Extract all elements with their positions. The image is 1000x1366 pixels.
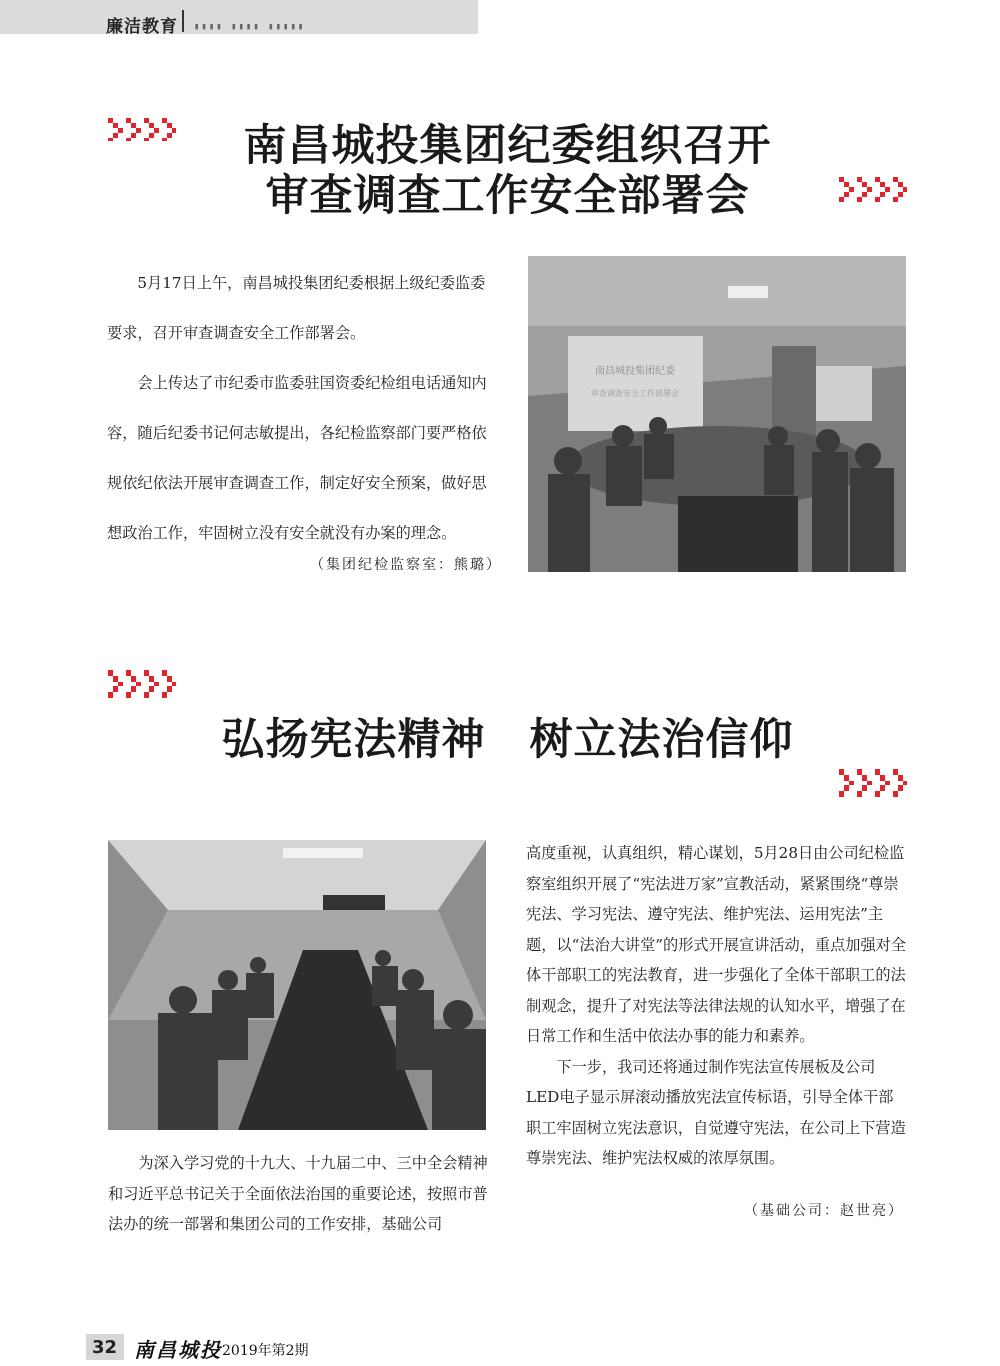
magazine-name: 南昌城投 [134, 1338, 222, 1362]
article1-title-line1: 南昌城投集团纪委组织召开 [243, 121, 772, 171]
meeting-photo [528, 256, 906, 572]
chevron-arrows-icon [106, 668, 176, 698]
article2-signature: （基础公司：赵世亮） [744, 1203, 904, 1219]
article1-signature: （集团纪检监察室：熊璐） [310, 557, 502, 573]
lecture-photo [108, 840, 486, 1130]
article2-title: 弘扬宪法精神 树立法治信仰 [221, 715, 794, 765]
article2-left-body [108, 1148, 488, 1240]
screen-text: 审查调查安全工作部署会 [591, 389, 679, 398]
chevron-arrows-icon [837, 767, 907, 797]
screen-text: 南昌城投集团纪委 [595, 366, 675, 377]
article2-right-body [526, 838, 908, 1174]
page-number: 32 [92, 1337, 118, 1358]
article1-paragraph: 会上传达了市纪委市监委驻国资委纪检组电话通知内容，随后纪委书记何志敏提出，各纪检监察部门要严格依规依纪依法开展审查调查工作，制定好安全预案，做好思想政治工作，牢固树立没有安全就没有办案的理念。 [107, 374, 487, 542]
issue-label: 2019年第2期 [222, 1343, 309, 1359]
article2-paragraph: 为深入学习党的十九大、十九届二中、三中全会精神和习近平总书记关于全面依法治国的重要论述，按照市普法办的统一部署和集团公司的工作安排，基础公司 [108, 1154, 488, 1233]
section-divider [182, 10, 184, 32]
chevron-arrows-icon [106, 117, 176, 143]
chevron-arrows-icon [837, 176, 907, 202]
section-label: 廉洁教育 [106, 17, 178, 37]
article1-title-line2: 审查调查工作安全部署会 [265, 171, 750, 221]
article1-body [107, 258, 491, 558]
article1-paragraph: 5月17日上午，南昌城投集团纪委根据上级纪委监委要求，召开审查调查安全工作部署会。 [107, 274, 486, 342]
article2-paragraph: 高度重视，认真组织，精心谋划，5月28日由公司纪检监察室组织开展了“宪法进万家”宣教活动，紧紧围绕“尊崇宪法、学习宪法、遵守宪法、维护宪法、运用宪法”主题，以“法治大讲堂”的形式开展宣讲活动，重点加强对全体干部职工的宪法教育，进一步强化了全体干部职工的法制观念，提升了对宪法等法律法规的认知水平，增强了在日常工作和生活中依法办事的能力和素养。 [526, 844, 907, 1045]
article2-paragraph: 下一步，我司还将通过制作宪法宣传展板及公司LED电子显示屏滚动播放宪法宣传标语，引导全体干部职工牢固树立宪法意识，自觉遵守宪法，在公司上下营造尊崇宪法、维护宪法权威的浓厚氛围。 [526, 1057, 906, 1167]
header-decoration: ▮▮▮▮ ▮▮▮▮ ▮▮▮▮▮ [194, 22, 306, 32]
